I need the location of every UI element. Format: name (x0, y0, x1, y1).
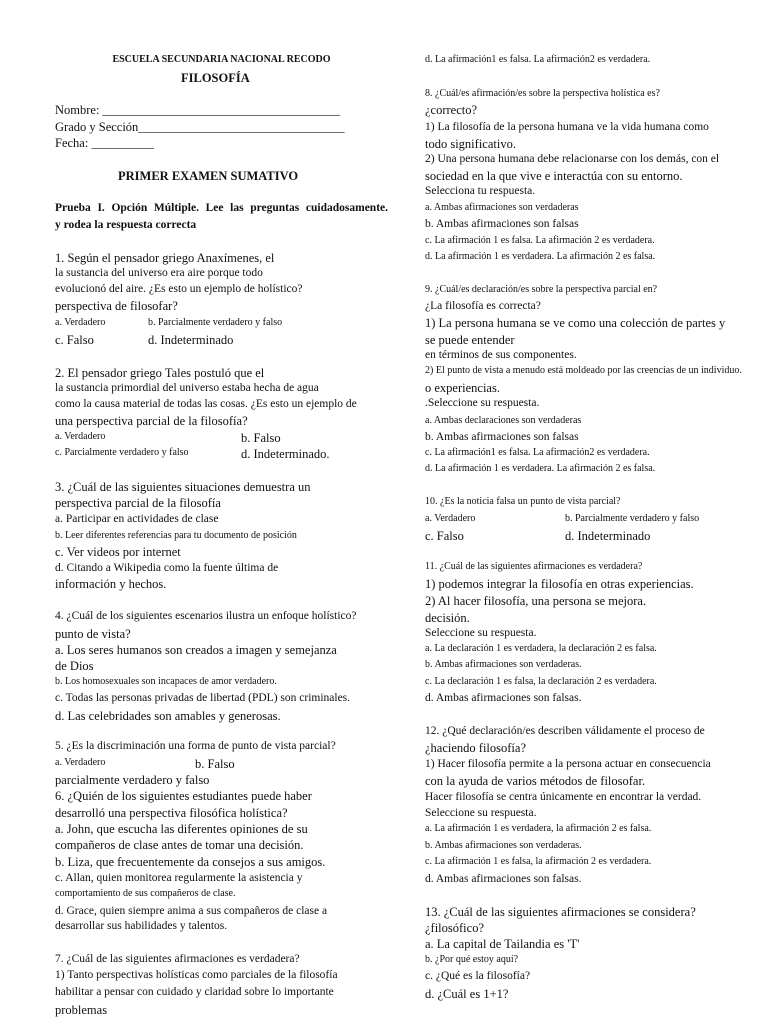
statement-1-continued: en términos de sus componentes. (425, 349, 577, 361)
option-b[interactable]: b. ¿Por qué estoy aquí? (425, 954, 519, 965)
statement-2-continued: o experiencias. (425, 381, 500, 395)
question-text: la sustancia primordial del universo estaba hecha de agua (55, 382, 319, 394)
option-c[interactable]: c. La declaración 1 es falsa, la declaración 2 es verdadera. (425, 676, 657, 687)
question-text: 8. ¿Cuál/es afirmación/es sobre la perspectiva holística es? (425, 88, 660, 99)
question-text: como la causa material de todas las cosas. ¿Es esto un ejemplo de (55, 398, 357, 410)
option-c[interactable]: c. ¿Qué es la filosofía? (425, 970, 531, 982)
option-a[interactable]: a. Ambas afirmaciones son verdaderas (425, 202, 579, 213)
question-text: 6. ¿Quién de los siguientes estudiantes puede haber (55, 789, 312, 803)
select-prompt: Seleccione su respuesta. (425, 807, 537, 819)
question-text: desarrolló una perspectiva filosófica holística? (55, 806, 288, 820)
option-a[interactable]: a. Ambas declaraciones son verdaderas (425, 415, 582, 426)
option-a-continued: de Dios (55, 659, 94, 673)
statement-2: Hacer filosofía se centra únicamente en encontrar la verdad. (425, 791, 702, 803)
option-b[interactable]: b. Falso (241, 431, 281, 445)
statement-1-continued: todo significativo. (425, 137, 516, 151)
question-text: punto de vista? (55, 627, 131, 641)
select-prompt: Selecciona tu respuesta. (425, 185, 536, 197)
select-prompt: .Seleccione su respuesta. (425, 397, 540, 409)
option-c[interactable]: c. La afirmación1 es falsa. La afirmación2 es verdadera. (425, 447, 650, 458)
question-text: 5. ¿Es la discriminación una forma de punto de vista parcial? (55, 740, 336, 752)
question-text: una perspectiva parcial de la filosofía? (55, 414, 248, 428)
question-text: 3. ¿Cuál de las siguientes situaciones demuestra un (55, 480, 311, 494)
option-a[interactable]: a. Participar en actividades de clase (55, 513, 219, 525)
option-d[interactable]: d. Grace, quien siempre anima a sus compañeros de clase a (55, 905, 328, 917)
statement-1: 1) podemos integrar la filosofía en otras experiencias. (425, 577, 694, 591)
option-a[interactable]: a. La afirmación 1 es verdadera, la afirmación 2 es falsa. (425, 823, 652, 834)
option-b[interactable]: b. Liza, que frecuentemente da consejos a sus amigos. (55, 855, 326, 869)
select-prompt: Seleccione su respuesta. (425, 627, 537, 639)
question-text: evolucionó del aire. ¿Es esto un ejemplo de holístico? (55, 283, 303, 295)
question-text: perspectiva de filosofar? (55, 299, 178, 313)
option-b[interactable]: b. Falso (195, 757, 235, 771)
option-c[interactable]: c. Falso (55, 333, 94, 347)
statement-1: 1) La filosofía de la persona humana ve la vida humana como (425, 121, 709, 133)
question-text: ¿La filosofía es correcta? (425, 300, 541, 312)
option-a[interactable]: a. Verdadero (425, 513, 476, 524)
option-c[interactable]: c. Falso (425, 529, 464, 543)
option-d[interactable]: d. Citando a Wikipedia como la fuente última de (55, 562, 279, 574)
option-a[interactable]: a. Verdadero (55, 757, 106, 768)
question-text: 13. ¿Cuál de las siguientes afirmaciones se considera? (425, 905, 696, 919)
question-text: 1. Según el pensador griego Anaxímenes, el (55, 251, 275, 265)
question-text: 9. ¿Cuál/es declaración/es sobre la perspectiva parcial en? (425, 284, 658, 295)
option-b[interactable]: b. Parcialmente verdadero y falso (565, 513, 700, 524)
option-d[interactable]: d. Indeterminado (565, 529, 651, 543)
statement-1-continued: se puede entender (425, 333, 515, 347)
statement-1-continued: habilitar a pensar con cuidado y claridad sobre lo importante (55, 986, 334, 998)
option-c-continued: comportamiento de sus compañeros de clase. (55, 888, 236, 899)
option-a[interactable]: a. Los seres humanos son creados a imagen y semejanza (55, 643, 337, 657)
question-text: la sustancia del universo era aire porque todo (55, 267, 263, 279)
school-name: ESCUELA SECUNDARIA NACIONAL RECODO (112, 54, 331, 65)
statement-2-continued: sociedad en la que vive e interactúa con su entorno. (425, 169, 683, 183)
grade-section-field[interactable]: Grado y Sección_________________________________ (55, 120, 345, 134)
instructions-line-2: y rodea la respuesta correcta (55, 219, 197, 231)
option-d[interactable]: d. Indeterminado. (241, 447, 330, 461)
name-field[interactable]: Nombre: ______________________________________ (55, 103, 341, 117)
question-text: ¿correcto? (425, 103, 478, 117)
option-d[interactable]: d. La afirmación 1 es verdadera. La afirmación 2 es falsa. (425, 251, 656, 262)
option-a[interactable]: a. John, que escucha las diferentes opiniones de su (55, 822, 308, 836)
option-c[interactable]: c. Allan, quien monitorea regularmente la asistencia y (55, 872, 303, 884)
option-a[interactable]: a. Verdadero (55, 317, 106, 328)
question-text: perspectiva parcial de la filosofía (55, 496, 221, 510)
question-text: ¿filosófico? (425, 921, 485, 935)
option-a[interactable]: a. La capital de Tailandia es 'T' (425, 937, 580, 951)
question-text: 4. ¿Cuál de los siguientes escenarios ilustra un enfoque holístico? (55, 610, 357, 622)
statement-2-continued: decisión. (425, 611, 470, 625)
statement-2: 2) Una persona humana debe relacionarse con los demás, con el (425, 153, 720, 165)
option-c[interactable]: c. Parcialmente verdadero y falso (55, 447, 189, 458)
instructions-line-1: Prueba I. Opción Múltiple. Lee las preguntas cuidadosamente. (55, 202, 388, 214)
option-a-continued: compañeros de clase antes de tomar una decisión. (55, 838, 304, 852)
question-text: 10. ¿Es la noticia falsa un punto de vista parcial? (425, 496, 621, 507)
option-d[interactable]: d. Las celebridades son amables y generosas. (55, 709, 281, 723)
statement-1-continued: problemas (55, 1003, 108, 1017)
statement-1: 1) Tanto perspectivas holísticas como parciales de la filosofía (55, 969, 338, 981)
statement-1-continued: con la ayuda de varios métodos de filosofar. (425, 774, 646, 788)
option-a[interactable]: a. La declaración 1 es verdadera, la declaración 2 es falsa. (425, 643, 657, 654)
statement-1: 1) La persona humana se ve como una colección de partes y (425, 316, 726, 330)
option-b[interactable]: b. Ambas afirmaciones son falsas (425, 431, 579, 443)
question-text: 7. ¿Cuál de las siguientes afirmaciones es verdadera? (55, 953, 300, 965)
statement-2: 2) El punto de vista a menudo está moldeado por las creencias de un individuo. (425, 365, 742, 376)
question-text: 2. El pensador griego Tales postuló que el (55, 366, 265, 380)
option-b[interactable]: b. Ambas afirmaciones son falsas (425, 218, 579, 230)
option-c[interactable]: c. Todas las personas privadas de libertad (PDL) son criminales. (55, 692, 351, 704)
question-text: ¿haciendo filosofía? (425, 741, 526, 755)
statement-2: 2) Al hacer filosofía, una persona se mejora. (425, 594, 647, 608)
option-d[interactable]: d. La afirmación 1 es verdadera. La afirmación 2 es falsa. (425, 463, 656, 474)
subject-title: FILOSOFÍA (181, 71, 250, 85)
option-d[interactable]: d. Ambas afirmaciones son falsas. (425, 692, 582, 704)
date-field[interactable]: Fecha: __________ (55, 136, 154, 150)
option-c[interactable]: c. Ver videos por internet (55, 545, 181, 559)
option-b[interactable]: b. Ambas afirmaciones son verdaderas. (425, 659, 582, 670)
option-b[interactable]: b. Ambas afirmaciones son verdaderas. (425, 840, 582, 851)
option-d-continued: información y hechos. (55, 577, 167, 591)
statement-1: 1) Hacer filosofía permite a la persona actuar en consecuencia (425, 758, 711, 770)
option-d[interactable]: d. ¿Cuál es 1+1? (425, 987, 509, 1001)
option-b[interactable]: b. Los homosexuales son incapaces de amor verdadero. (55, 676, 277, 687)
question-7-option-d[interactable]: d. La afirmación1 es falsa. La afirmación2 es verdadera. (425, 54, 651, 65)
option-d-continued: desarrollar sus habilidades y talentos. (55, 920, 228, 932)
exam-title: PRIMER EXAMEN SUMATIVO (118, 169, 299, 183)
option-b[interactable]: b. Leer diferentes referencias para tu documento de posición (55, 530, 297, 541)
option-c[interactable]: parcialmente verdadero y falso (55, 773, 210, 787)
question-text: 11. ¿Cuál de las siguientes afirmaciones es verdadera? (425, 561, 643, 572)
option-c[interactable]: c. La afirmación 1 es falsa. La afirmación 2 es verdadera. (425, 235, 655, 246)
option-d[interactable]: d. Indeterminado (148, 333, 234, 347)
option-c[interactable]: c. La afirmación 1 es falsa, la afirmación 2 es verdadera. (425, 856, 652, 867)
option-a[interactable]: a. Verdadero (55, 431, 106, 442)
option-b[interactable]: b. Parcialmente verdadero y falso (148, 317, 283, 328)
option-d[interactable]: d. Ambas afirmaciones son falsas. (425, 873, 582, 885)
question-text: 12. ¿Qué declaración/es describen válidamente el proceso de (425, 725, 705, 737)
